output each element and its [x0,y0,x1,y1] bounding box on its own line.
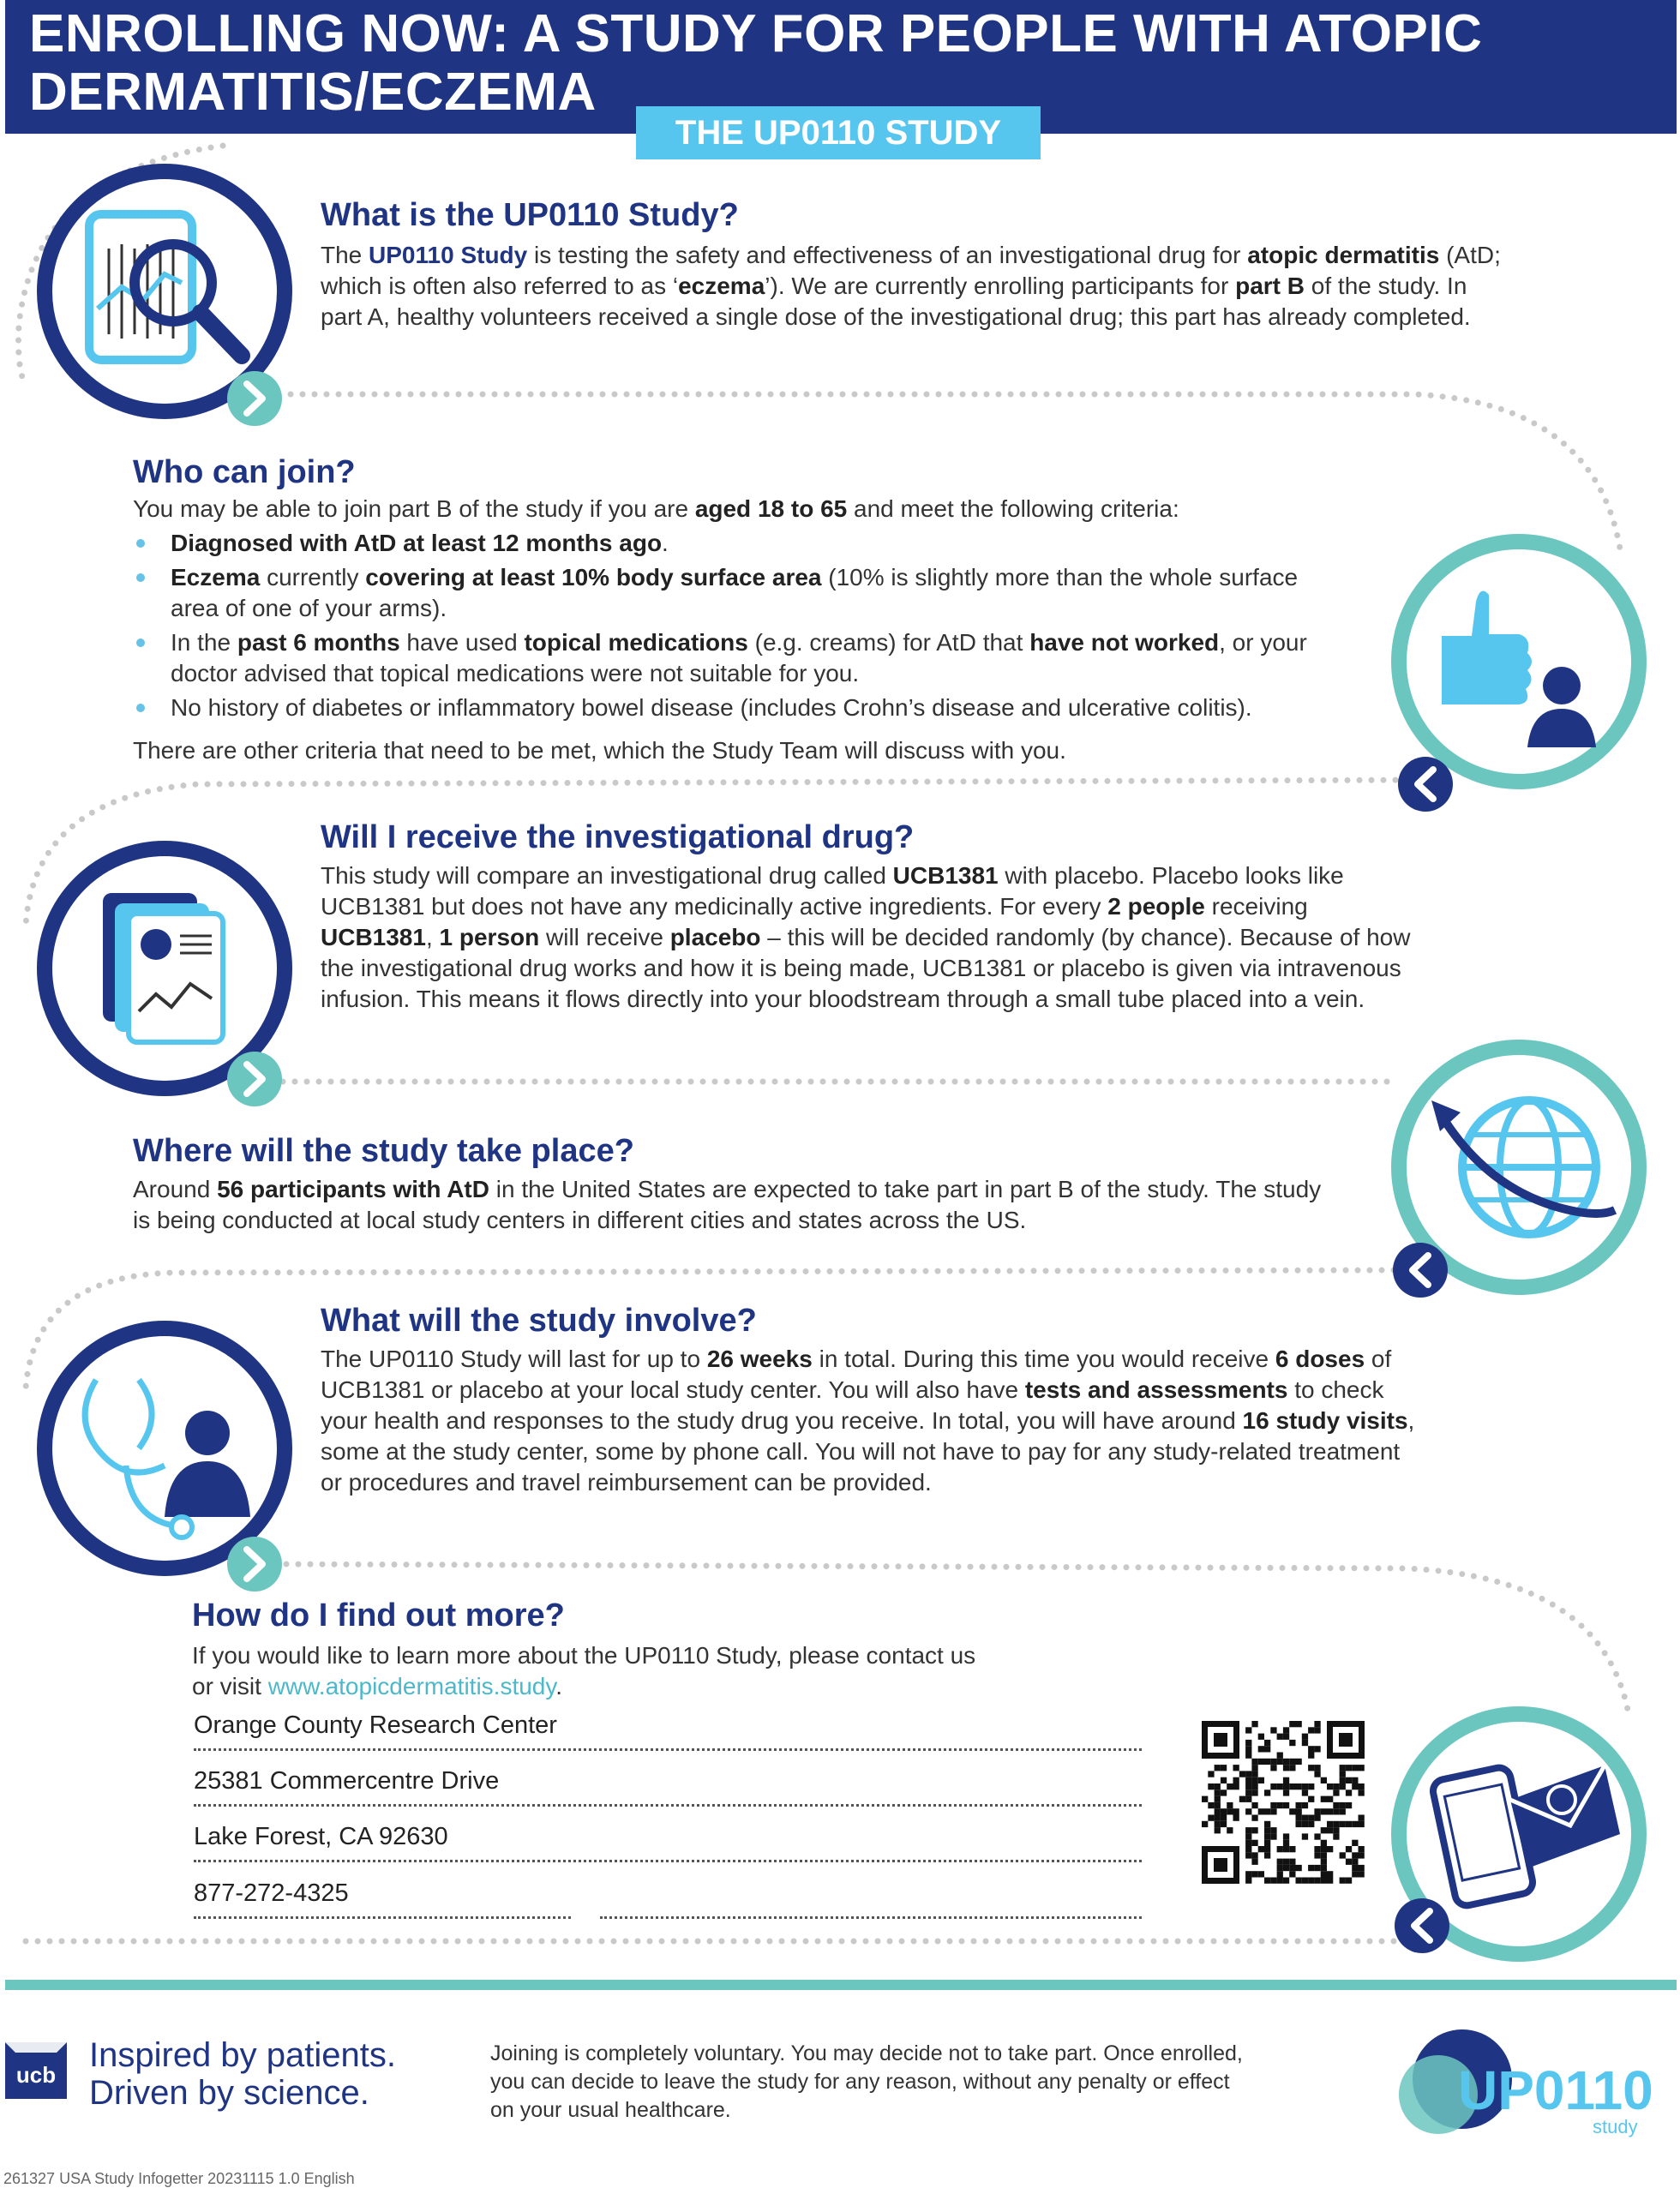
arrow-left-icon [1395,754,1455,814]
blank-line [600,1916,1142,1919]
street-address: 25381 Commercentre Drive [194,1766,1142,1807]
title-line-2: DERMATITIS/ECZEMA [29,63,597,122]
study-ribbon: THE UP0110 STUDY [636,106,1041,159]
svg-text:the: the [1473,2041,1501,2062]
where-paragraph: Around 56 participants with AtD in the United States are expected to take part in part B of the study. The study is being conducted at local study centers in different cities and states across the US. [133,1176,1322,1233]
what-heading: What is the UP0110 Study? [321,197,739,233]
voluntary-note: Joining is completely voluntary. You may decide not to take part. Once enrolled, you can decide to leave the study for any reason, without any penalty or effect on your usual healthcare. [490,2041,1243,2122]
arrow-right-icon [225,1534,285,1594]
website-link[interactable]: www.atopicdermatitis.study [267,1673,556,1699]
svg-text:ucb: ucb [15,2062,57,2088]
more-line-1: If you would like to learn more about the UP0110 Study, please contact us [192,1642,976,1669]
involve-heading: What will the study involve? [321,1303,757,1339]
tagline: Inspired by patients. Driven by science. [89,2036,396,2112]
who-intro: You may be able to join part B of the study if you are aged 18 to 65 and meet the following criteria: [133,495,1179,522]
criteria-list [133,528,1333,727]
who-outro: There are other criteria that need to be met, which the Study Team will discuss with you. [133,737,1066,764]
drug-heading: Will I receive the investigational drug? [321,819,915,855]
document-id: 261327 USA Study Infogetter 20231115 1.0 English [3,2170,355,2187]
thumbs-up-person-icon [1390,533,1647,790]
site-name: Orange County Research Center [194,1711,1142,1751]
arrow-right-icon [225,1049,285,1109]
list-item: No history of diabetes or inflammatory bowel disease (includes Crohn’s disease and ulcerative colitis). [133,692,1333,723]
city-address: Lake Forest, CA 92630 [194,1822,1142,1862]
more-heading: How do I find out more? [192,1598,565,1634]
phone-number[interactable]: 877-272-4325 [194,1879,571,1919]
ucb-logo [5,2042,74,2102]
footer-divider [5,1980,1677,1990]
more-line-2: or visit www.atopicdermatitis.study. [192,1673,563,1699]
list-item: In the past 6 months have used topical medications (e.g. creams) for AtD that have not worked, or your doctor advised that topical medications were not suitable for you. [133,627,1333,689]
list-item: Eczema currently covering at least 10% body surface area (10% is slightly more than the whole surface area of one of your arms). [133,562,1333,624]
arrow-left-icon [1390,1240,1450,1300]
arrow-left-icon [1392,1896,1452,1956]
where-heading: Where will the study take place? [133,1133,634,1169]
svg-text:study: study [1593,2116,1638,2137]
who-heading: Who can join? [133,454,356,490]
what-paragraph: The UP0110 Study is testing the safety and effectiveness of an investigational drug for atopic dermatitis (AtD; which is often also referred to as ‘eczema’). We are currently enrolling participants for part B of the study. In part A, healthy volunteers received a single dose of the investigational drug; this part has already completed. [321,242,1501,330]
involve-paragraph: The UP0110 Study will last for up to 26 weeks in total. During this time you would receive 6 doses of UCB1381 or placebo at your local study center. You will also have tests and assessments to check your health and responses to the study drug you receive. In total, you will have around 16 study visits, some at the study center, some by phone call. You will not have to pay for any study-related treatment or procedures and travel reimbursement can be provided. [321,1346,1415,1496]
svg-text:UP0110: UP0110 [1458,2059,1653,2121]
up0110-study-logo [1377,2019,1668,2139]
title-line-1: ENROLLING NOW: A STUDY FOR PEOPLE WITH ATOPIC [29,4,1483,63]
drug-paragraph: This study will compare an investigational drug called UCB1381 with placebo. Placebo looks like UCB1381 but does not have any medicinally active ingredients. For every 2 people receiving UCB1381, 1 person will receive placebo – this will be decided randomly (by chance). Because of how the investigational drug works and how it is being made, UCB1381 or placebo is given via intravenous infusion. This means it flows directly into your bloodstream through a small tube placed into a vein. [321,862,1411,1012]
arrow-right-icon [225,369,285,429]
list-item: Diagnosed with AtD at least 12 months ago. [133,528,1333,559]
qr-code[interactable] [1202,1721,1365,1884]
